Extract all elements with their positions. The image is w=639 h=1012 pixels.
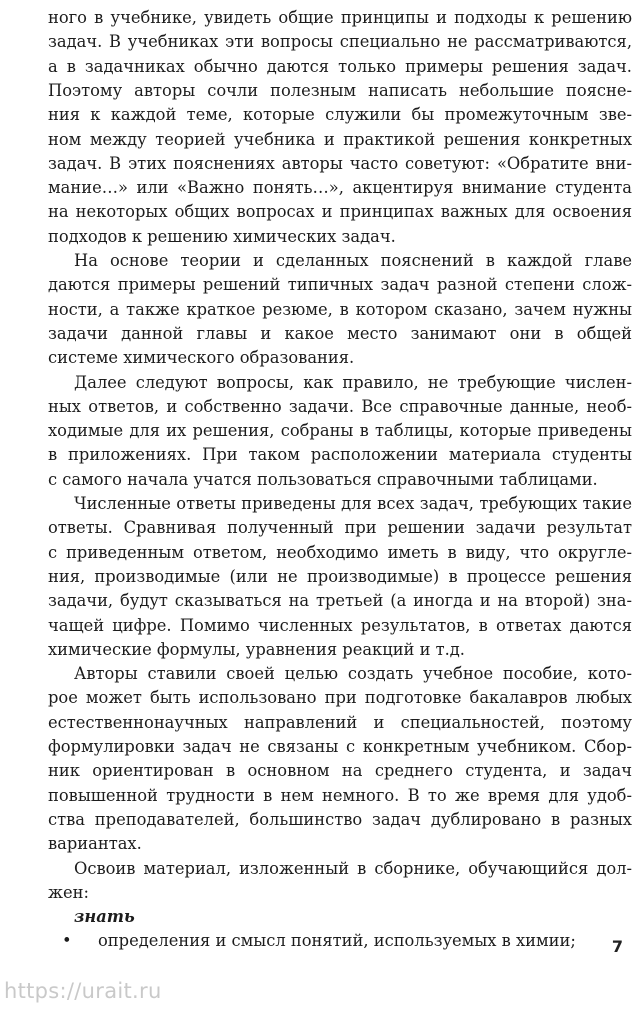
text-line: формулировки задач не связаны с конкретным учебником. Сбор- xyxy=(48,737,632,756)
section-term: знать xyxy=(74,907,135,927)
text-line: вариантах. xyxy=(48,834,142,854)
text-line: жен: xyxy=(48,882,89,902)
text-line: рое может быть использовано при подготовке бакалавров любых xyxy=(48,688,632,708)
text-line: ответы. Сравнивая полученный при решении задачи результат xyxy=(48,518,632,538)
text-line: Численные ответы приведены для всех задач, требующих такие xyxy=(74,494,632,513)
text-line: задач. В учебниках эти вопросы специально не рассматриваются, xyxy=(48,32,632,52)
bullet-icon: • xyxy=(62,931,72,951)
page-number: 7 xyxy=(611,937,623,956)
text-line: мание…» или «Важно понять…», акцентируя внимание студента xyxy=(48,178,632,198)
text-line: задачи данной главы и какое место занимают они в общей xyxy=(48,323,632,343)
text-line: а в задачниках обычно даются только примеры решения задач. xyxy=(48,56,632,76)
text-line: системе химического образования. xyxy=(48,348,355,368)
text-line: задач. В этих пояснениях авторы часто советуют: «Обратите вни- xyxy=(48,153,632,173)
bullet-item-text: определения и смысл понятий, используемых в химии; xyxy=(98,931,576,951)
text-line: подходов к решению химических задач. xyxy=(48,226,396,246)
text-line: ходимые для их решения, собраны в таблицы, которые приведены xyxy=(48,421,632,441)
text-line: на некоторых общих вопросах и принципах важных для освоения xyxy=(48,202,632,222)
text-line: Далее следуют вопросы, как правило, не требующие числен- xyxy=(74,372,632,392)
text-line: с самого начала учатся пользоваться справочными таблицами. xyxy=(48,469,598,489)
text-line: На основе теории и сделанных пояснений в каждой главе xyxy=(74,251,632,270)
text-line: ных ответов, и собственно задачи. Все справочные данные, необ- xyxy=(48,396,632,416)
text-line: ности, а также краткое резюме, в котором сказано, зачем нужны xyxy=(48,299,632,319)
text-line: ния к каждой теме, которые служили бы промежуточным зве- xyxy=(48,105,632,125)
text-line: Поэтому авторы сочли полезным написать небольшие поясне- xyxy=(48,80,632,100)
text-line: Авторы ставили своей целью создать учебное пособие, кото- xyxy=(74,664,632,684)
text-line: естественнонаучных направлений и специальностей, поэтому xyxy=(48,712,632,732)
text-line: с приведенным ответом, необходимо иметь в виду, что округле- xyxy=(48,542,632,562)
text-line: чащей цифре. Помимо численных результатов, в ответах даются xyxy=(48,615,632,635)
text-line: в приложениях. При таком расположении материала студенты xyxy=(48,445,632,465)
text-line: ник ориентирован в основном на среднего студента, и задач xyxy=(48,761,632,781)
text-line: даются примеры решений типичных задач разной степени слож- xyxy=(48,275,632,295)
text-line: ства преподавателей, большинство задач дублировано в разных xyxy=(48,809,632,829)
text-line: ния, производимые (или не производимые) в процессе решения xyxy=(48,566,632,586)
text-line: ном между теорией учебника и практикой решения конкретных xyxy=(48,129,632,149)
text-line: Освоив материал, изложенный в сборнике, обучающийся дол- xyxy=(74,858,632,878)
text-line: задачи, будут сказываться на третьей (а иногда и на второй) зна- xyxy=(48,591,632,611)
text-line: ного в учебнике, увидеть общие принципы и подходы к решению xyxy=(48,8,632,27)
text-line: химические формулы, уравнения реакций и т.д. xyxy=(48,639,465,659)
watermark-url: https://urait.ru xyxy=(4,979,162,1003)
text-line: повышенной трудности в нем немного. В то же время для удоб- xyxy=(48,785,632,805)
